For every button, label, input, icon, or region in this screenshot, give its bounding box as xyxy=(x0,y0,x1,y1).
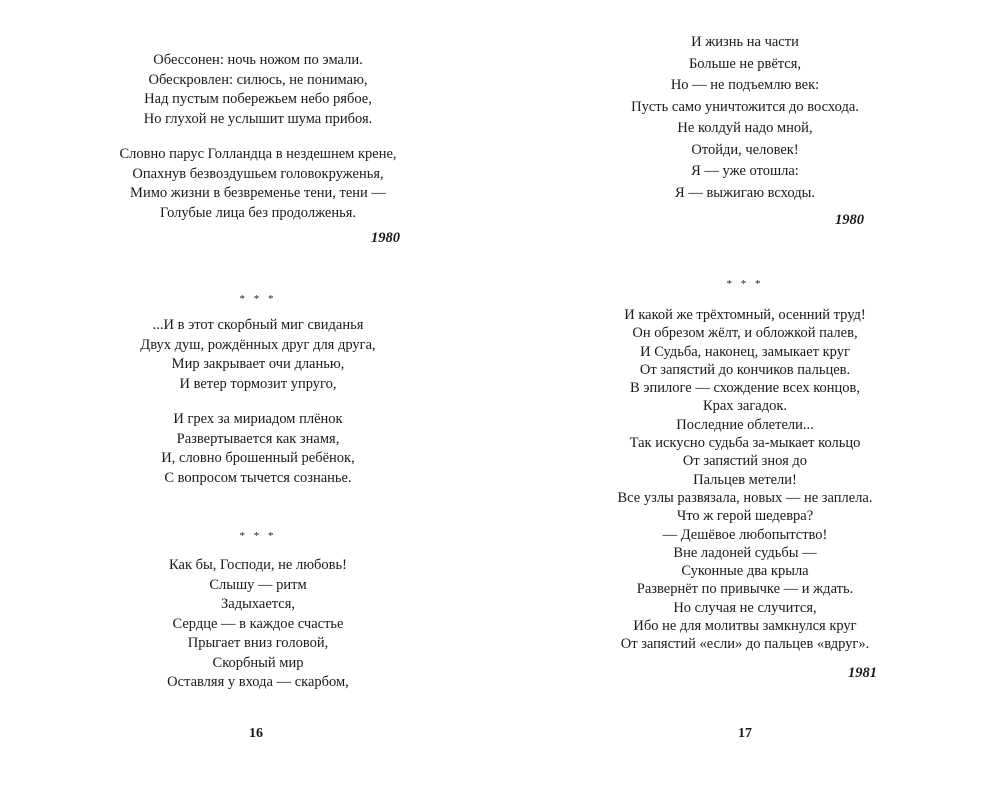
page-number: 17 xyxy=(738,726,752,741)
poem-line: Развертывается как знамя, xyxy=(176,430,340,447)
stanza xyxy=(108,51,408,129)
poem-obessonen xyxy=(108,51,408,223)
right-page xyxy=(500,0,1000,800)
poem-line: Обессонен: ночь ножом по эмали. xyxy=(153,52,363,68)
poem-line: Развернёт по привычке — и ждать. xyxy=(636,581,854,598)
poem-line: И ветер тормозит упруго, xyxy=(179,375,337,392)
poem-line: Я — выжигаю всходы. xyxy=(675,184,815,201)
poem-line: Не колдуй надо мной, xyxy=(677,120,813,136)
poem-line: И Судьба, наконец, замыкает круг xyxy=(640,343,850,360)
poem-line: Над пустым побережьем небо рябое, xyxy=(144,91,372,107)
poem-line: И какой же трёхтомный, осенний труд! xyxy=(624,307,866,323)
poem-line: Голубые лица без продолженья. xyxy=(159,204,357,221)
poem-line: — Дешёвое любопытство! xyxy=(662,526,828,543)
poem-line: Я — уже отошла: xyxy=(691,163,799,179)
poem-gospodi xyxy=(108,556,408,693)
poem-line: Суконные два крыла xyxy=(681,563,809,580)
poem-line: Как бы, Господи, не любовь! xyxy=(169,557,347,573)
poem-line: С вопросом тычется сознанье. xyxy=(164,469,352,486)
poem-line: И грех за мириадом плёнок xyxy=(173,411,343,427)
poem-line: Задыхается, xyxy=(221,596,295,612)
stanza xyxy=(570,306,920,654)
poem-line: Крах загадок. xyxy=(702,398,788,415)
stanza xyxy=(108,145,408,223)
poem-line: Так искусно судьба за-мыкает кольцо xyxy=(629,435,861,452)
poem-line: Пальцев метели! xyxy=(693,471,797,488)
poem-line: Обескровлен: силюсь, не понимаю, xyxy=(148,71,368,88)
section-separator: * * * xyxy=(239,293,277,305)
poem-year: 1981 xyxy=(848,665,877,681)
poem-line: Опахнув безвоздушьем головокруженья, xyxy=(132,165,384,182)
poem-line: И жизнь на части xyxy=(691,34,799,50)
poem-svidanya xyxy=(108,316,408,488)
poem-line: Слышу — ритм xyxy=(209,576,307,593)
poem-line: Отойди, человек! xyxy=(691,141,799,158)
poem-line: Оставляя у входа — скарбом, xyxy=(167,674,349,690)
poem-line: Сердце — в каждое счастье xyxy=(172,615,344,632)
page-number: 16 xyxy=(249,726,263,741)
poem-line: Последние облетели... xyxy=(676,416,814,433)
stanza xyxy=(108,556,408,693)
stanza xyxy=(108,410,408,488)
poem-line: В эпилоге — схождение всех концов, xyxy=(629,380,860,397)
poem-zhizn-na-chasti xyxy=(595,32,895,204)
poem-tryokhtomny-trud xyxy=(570,306,920,654)
poem-line: Все узлы развязала, новых — не заплела. xyxy=(617,489,873,506)
poem-line: Словно парус Голландца в нездешнем крене, xyxy=(119,146,397,162)
section-separator: * * * xyxy=(239,530,277,542)
poem-line: Ибо не для молитвы замкнулся круг xyxy=(633,618,857,635)
poem-line: И, словно брошенный ребёнок, xyxy=(161,450,355,466)
poem-line: Прыгает вниз головой, xyxy=(187,635,329,651)
poem-line: Больше не рвётся, xyxy=(688,55,802,72)
poem-line: Но — не подъемлю век: xyxy=(670,77,820,93)
poem-line: Пусть само уничтожится до восхода. xyxy=(631,98,859,115)
poem-line: От запястий до кончиков пальцев. xyxy=(639,361,851,378)
poem-year: 1980 xyxy=(835,212,864,228)
poem-line: От запястий зноя до xyxy=(682,453,808,470)
stanza xyxy=(108,316,408,394)
poem-line: ...И в этот скорбный миг свиданья xyxy=(152,317,364,333)
poem-line: Вне ладоней судьбы — xyxy=(673,544,817,561)
section-separator: * * * xyxy=(726,278,764,290)
poem-line: Он обрезом жёлт, и обложкой палев, xyxy=(632,325,858,342)
poem-line: От запястий «если» до пальцев «вдруг». xyxy=(620,636,870,653)
poem-line: Двух душ, рождённых друг для друга, xyxy=(140,336,376,353)
poem-line: Мир закрывает очи дланью, xyxy=(171,356,345,372)
poem-year: 1980 xyxy=(371,230,400,246)
stanza xyxy=(595,32,895,204)
poem-line: Скорбный мир xyxy=(212,654,304,671)
poem-line: Что ж герой шедевра? xyxy=(676,508,814,525)
poem-line: Но случая не случится, xyxy=(673,599,817,616)
poem-line: Но глухой не услышит шума прибоя. xyxy=(143,110,373,127)
poem-line: Мимо жизни в безвременье тени, тени — xyxy=(130,185,386,201)
